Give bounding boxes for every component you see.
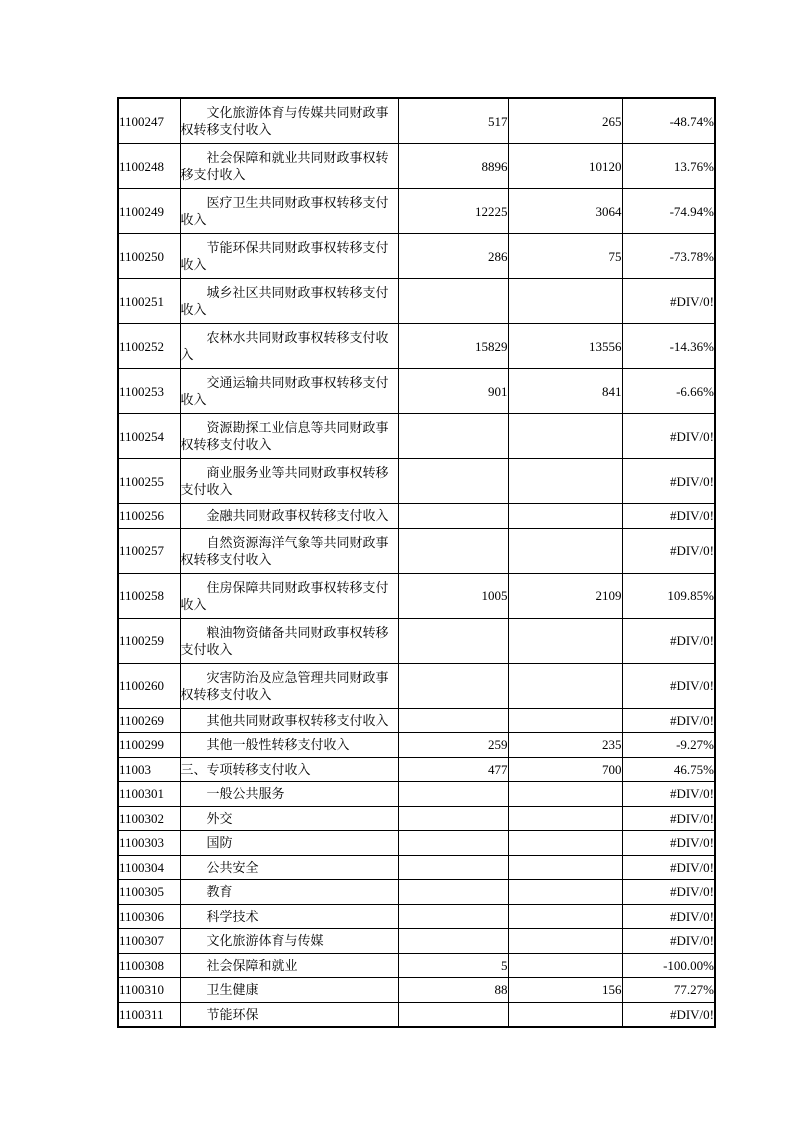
percent-cell: #DIV/0! bbox=[622, 414, 715, 459]
value1-cell: 15829 bbox=[398, 324, 508, 369]
percent-cell: #DIV/0! bbox=[622, 904, 715, 929]
percent-cell: #DIV/0! bbox=[622, 855, 715, 880]
table-row bbox=[118, 757, 715, 782]
code-cell: 1100249 bbox=[118, 189, 180, 234]
value2-cell: 235 bbox=[508, 733, 622, 758]
value1-cell bbox=[398, 618, 508, 663]
percent-cell: #DIV/0! bbox=[622, 831, 715, 856]
table-row bbox=[118, 279, 715, 324]
value2-cell bbox=[508, 663, 622, 708]
percent-cell: #DIV/0! bbox=[622, 782, 715, 807]
value1-cell bbox=[398, 1002, 508, 1027]
table-row bbox=[118, 528, 715, 573]
description-cell: 社会保障和就业共同财政事权转移支付收入 bbox=[180, 144, 398, 189]
percent-cell: -9.27% bbox=[622, 733, 715, 758]
code-cell: 1100307 bbox=[118, 929, 180, 954]
value2-cell bbox=[508, 414, 622, 459]
description-cell: 文化旅游体育与传媒共同财政事权转移支付收入 bbox=[180, 98, 398, 144]
code-cell: 1100258 bbox=[118, 573, 180, 618]
value1-cell: 517 bbox=[398, 98, 508, 144]
code-cell: 1100247 bbox=[118, 98, 180, 144]
description-cell: 文化旅游体育与传媒 bbox=[180, 929, 398, 954]
percent-cell: 109.85% bbox=[622, 573, 715, 618]
value2-cell bbox=[508, 279, 622, 324]
percent-cell: -73.78% bbox=[622, 234, 715, 279]
description-cell: 卫生健康 bbox=[180, 978, 398, 1003]
code-cell: 1100248 bbox=[118, 144, 180, 189]
value2-cell bbox=[508, 806, 622, 831]
description-cell: 资源勘探工业信息等共同财政事权转移支付收入 bbox=[180, 414, 398, 459]
code-cell: 1100255 bbox=[118, 459, 180, 504]
code-cell: 1100302 bbox=[118, 806, 180, 831]
value1-cell bbox=[398, 504, 508, 529]
description-cell: 教育 bbox=[180, 880, 398, 905]
value1-cell: 88 bbox=[398, 978, 508, 1003]
value1-cell bbox=[398, 855, 508, 880]
table-row bbox=[118, 978, 715, 1003]
description-cell: 三、专项转移支付收入 bbox=[180, 757, 398, 782]
code-cell: 1100254 bbox=[118, 414, 180, 459]
value2-cell: 265 bbox=[508, 98, 622, 144]
value1-cell: 259 bbox=[398, 733, 508, 758]
table-row bbox=[118, 369, 715, 414]
description-cell: 住房保障共同财政事权转移支付收入 bbox=[180, 573, 398, 618]
value1-cell bbox=[398, 880, 508, 905]
description-cell: 其他共同财政事权转移支付收入 bbox=[180, 708, 398, 733]
value2-cell bbox=[508, 782, 622, 807]
percent-cell: 46.75% bbox=[622, 757, 715, 782]
code-cell: 1100301 bbox=[118, 782, 180, 807]
value1-cell bbox=[398, 279, 508, 324]
table-row bbox=[118, 663, 715, 708]
value2-cell: 700 bbox=[508, 757, 622, 782]
value2-cell bbox=[508, 953, 622, 978]
value2-cell bbox=[508, 528, 622, 573]
table-row bbox=[118, 573, 715, 618]
table-row bbox=[118, 806, 715, 831]
percent-cell: #DIV/0! bbox=[622, 618, 715, 663]
table-row bbox=[118, 459, 715, 504]
table-row bbox=[118, 733, 715, 758]
percent-cell: #DIV/0! bbox=[622, 929, 715, 954]
percent-cell: #DIV/0! bbox=[622, 528, 715, 573]
table-row bbox=[118, 855, 715, 880]
code-cell: 1100303 bbox=[118, 831, 180, 856]
description-cell: 自然资源海洋气象等共同财政事权转移支付收入 bbox=[180, 528, 398, 573]
table-row bbox=[118, 504, 715, 529]
code-cell: 1100299 bbox=[118, 733, 180, 758]
table-row bbox=[118, 234, 715, 279]
description-cell: 社会保障和就业 bbox=[180, 953, 398, 978]
table-row bbox=[118, 414, 715, 459]
value1-cell bbox=[398, 459, 508, 504]
table-body bbox=[118, 98, 715, 1027]
table-row bbox=[118, 189, 715, 234]
value1-cell: 286 bbox=[398, 234, 508, 279]
table-row bbox=[118, 144, 715, 189]
table-row bbox=[118, 324, 715, 369]
description-cell: 金融共同财政事权转移支付收入 bbox=[180, 504, 398, 529]
value1-cell bbox=[398, 806, 508, 831]
code-cell: 1100251 bbox=[118, 279, 180, 324]
description-cell: 城乡社区共同财政事权转移支付收入 bbox=[180, 279, 398, 324]
value2-cell: 75 bbox=[508, 234, 622, 279]
budget-table bbox=[117, 97, 716, 1028]
description-cell: 节能环保 bbox=[180, 1002, 398, 1027]
value1-cell: 1005 bbox=[398, 573, 508, 618]
code-cell: 1100311 bbox=[118, 1002, 180, 1027]
value2-cell bbox=[508, 504, 622, 529]
percent-cell: #DIV/0! bbox=[622, 1002, 715, 1027]
value2-cell: 2109 bbox=[508, 573, 622, 618]
value1-cell bbox=[398, 708, 508, 733]
value2-cell bbox=[508, 831, 622, 856]
value1-cell: 901 bbox=[398, 369, 508, 414]
value2-cell bbox=[508, 904, 622, 929]
description-cell: 灾害防治及应急管理共同财政事权转移支付收入 bbox=[180, 663, 398, 708]
percent-cell: -74.94% bbox=[622, 189, 715, 234]
table-row bbox=[118, 618, 715, 663]
description-cell: 节能环保共同财政事权转移支付收入 bbox=[180, 234, 398, 279]
value2-cell bbox=[508, 855, 622, 880]
code-cell: 1100310 bbox=[118, 978, 180, 1003]
value2-cell: 13556 bbox=[508, 324, 622, 369]
value1-cell: 12225 bbox=[398, 189, 508, 234]
description-cell: 国防 bbox=[180, 831, 398, 856]
percent-cell: #DIV/0! bbox=[622, 880, 715, 905]
code-cell: 11003 bbox=[118, 757, 180, 782]
table-row bbox=[118, 708, 715, 733]
description-cell: 科学技术 bbox=[180, 904, 398, 929]
table-row bbox=[118, 929, 715, 954]
code-cell: 1100256 bbox=[118, 504, 180, 529]
value1-cell bbox=[398, 782, 508, 807]
value2-cell: 10120 bbox=[508, 144, 622, 189]
value1-cell bbox=[398, 831, 508, 856]
code-cell: 1100260 bbox=[118, 663, 180, 708]
code-cell: 1100259 bbox=[118, 618, 180, 663]
table-row bbox=[118, 782, 715, 807]
value1-cell bbox=[398, 414, 508, 459]
table-row bbox=[118, 98, 715, 144]
description-cell: 公共安全 bbox=[180, 855, 398, 880]
code-cell: 1100306 bbox=[118, 904, 180, 929]
value1-cell bbox=[398, 929, 508, 954]
percent-cell: #DIV/0! bbox=[622, 806, 715, 831]
code-cell: 1100252 bbox=[118, 324, 180, 369]
code-cell: 1100308 bbox=[118, 953, 180, 978]
value2-cell: 841 bbox=[508, 369, 622, 414]
code-cell: 1100253 bbox=[118, 369, 180, 414]
value1-cell bbox=[398, 663, 508, 708]
table-row bbox=[118, 831, 715, 856]
description-cell: 医疗卫生共同财政事权转移支付收入 bbox=[180, 189, 398, 234]
value2-cell: 3064 bbox=[508, 189, 622, 234]
percent-cell: -14.36% bbox=[622, 324, 715, 369]
percent-cell: #DIV/0! bbox=[622, 504, 715, 529]
code-cell: 1100250 bbox=[118, 234, 180, 279]
value1-cell: 8896 bbox=[398, 144, 508, 189]
value2-cell: 156 bbox=[508, 978, 622, 1003]
table-row bbox=[118, 904, 715, 929]
code-cell: 1100305 bbox=[118, 880, 180, 905]
value1-cell bbox=[398, 528, 508, 573]
description-cell: 外交 bbox=[180, 806, 398, 831]
percent-cell: -100.00% bbox=[622, 953, 715, 978]
table-row bbox=[118, 1002, 715, 1027]
value1-cell: 477 bbox=[398, 757, 508, 782]
percent-cell: -48.74% bbox=[622, 98, 715, 144]
table-row bbox=[118, 880, 715, 905]
value1-cell: 5 bbox=[398, 953, 508, 978]
percent-cell: 77.27% bbox=[622, 978, 715, 1003]
value2-cell bbox=[508, 618, 622, 663]
percent-cell: #DIV/0! bbox=[622, 459, 715, 504]
description-cell: 商业服务业等共同财政事权转移支付收入 bbox=[180, 459, 398, 504]
percent-cell: #DIV/0! bbox=[622, 663, 715, 708]
value2-cell bbox=[508, 708, 622, 733]
percent-cell: 13.76% bbox=[622, 144, 715, 189]
description-cell: 其他一般性转移支付收入 bbox=[180, 733, 398, 758]
percent-cell: #DIV/0! bbox=[622, 279, 715, 324]
description-cell: 农林水共同财政事权转移支付收入 bbox=[180, 324, 398, 369]
percent-cell: -6.66% bbox=[622, 369, 715, 414]
code-cell: 1100257 bbox=[118, 528, 180, 573]
table-row bbox=[118, 953, 715, 978]
value2-cell bbox=[508, 929, 622, 954]
percent-cell: #DIV/0! bbox=[622, 708, 715, 733]
value2-cell bbox=[508, 459, 622, 504]
description-cell: 粮油物资储备共同财政事权转移支付收入 bbox=[180, 618, 398, 663]
code-cell: 1100304 bbox=[118, 855, 180, 880]
description-cell: 一般公共服务 bbox=[180, 782, 398, 807]
code-cell: 1100269 bbox=[118, 708, 180, 733]
value2-cell bbox=[508, 1002, 622, 1027]
value1-cell bbox=[398, 904, 508, 929]
value2-cell bbox=[508, 880, 622, 905]
description-cell: 交通运输共同财政事权转移支付收入 bbox=[180, 369, 398, 414]
